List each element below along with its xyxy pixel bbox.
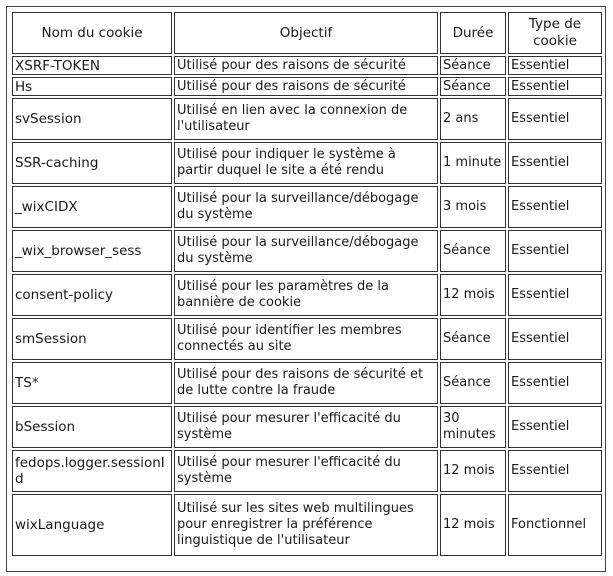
- table-row: [12, 186, 602, 228]
- header-cookie-name: Nom du cookie: [12, 12, 172, 54]
- table-row: [12, 98, 602, 140]
- cookie-type-cell: Essentiel: [508, 230, 602, 272]
- cookie-type-cell: Essentiel: [508, 142, 602, 184]
- cookie-type-cell: Essentiel: [508, 450, 602, 492]
- cookie-type-cell: Essentiel: [508, 318, 602, 360]
- cookie-type-cell: Fonctionnel: [508, 494, 602, 556]
- table-row: [12, 274, 602, 316]
- table-row: [12, 230, 602, 272]
- cookie-type-cell: Essentiel: [508, 77, 602, 96]
- cookie-name-cell: smSession: [12, 318, 172, 360]
- table-row: [12, 406, 602, 448]
- header-duration: Durée: [440, 12, 506, 54]
- cookie-name-cell: TS*: [12, 362, 172, 404]
- cookie-duration-cell: Séance: [440, 318, 506, 360]
- cookie-name-cell: SSR-caching: [12, 142, 172, 184]
- cookie-type-cell: Essentiel: [508, 362, 602, 404]
- table-header-row: [12, 12, 602, 54]
- cookie-name-cell: consent-policy: [12, 274, 172, 316]
- table-row: [12, 142, 602, 184]
- cookie-duration-cell: Séance: [440, 77, 506, 96]
- table-row: [12, 450, 602, 492]
- cookie-duration-cell: 2 ans: [440, 98, 506, 140]
- cookie-purpose-cell: Utilisé pour la surveillance/débogage du système: [174, 230, 438, 272]
- header-type: Type de cookie: [508, 12, 602, 54]
- cookie-purpose-cell: Utilisé pour des raisons de sécurité et de lutte contre la fraude: [174, 362, 438, 404]
- cookie-purpose-cell: Utilisé pour mesurer l'efficacité du système: [174, 450, 438, 492]
- cookie-purpose-cell: Utilisé pour mesurer l'efficacité du système: [174, 406, 438, 448]
- cookie-duration-cell: 1 minute: [440, 142, 506, 184]
- cookie-duration-cell: 3 mois: [440, 186, 506, 228]
- cookie-purpose-cell: Utilisé pour indiquer le système à partir duquel le site a été rendu: [174, 142, 438, 184]
- cookie-table-frame: [6, 6, 606, 572]
- cookie-name-cell: Hs: [12, 77, 172, 96]
- table-row: [12, 494, 602, 556]
- cookie-purpose-cell: Utilisé sur les sites web multilingues pour enregistrer la préférence linguistique de l'utilisateur: [174, 494, 438, 556]
- cookie-purpose-cell: Utilisé pour des raisons de sécurité: [174, 77, 438, 96]
- table-row: [12, 318, 602, 360]
- cookie-duration-cell: 30 minutes: [440, 406, 506, 448]
- cookie-name-cell: bSession: [12, 406, 172, 448]
- cookie-name-cell: _wix_browser_sess: [12, 230, 172, 272]
- header-purpose: Objectif: [174, 12, 438, 54]
- table-row: [12, 362, 602, 404]
- cookie-duration-cell: 12 mois: [440, 274, 506, 316]
- table-row: [12, 56, 602, 75]
- table-row: [12, 77, 602, 96]
- cookie-purpose-cell: Utilisé pour des raisons de sécurité: [174, 56, 438, 75]
- cookie-name-cell: XSRF-TOKEN: [12, 56, 172, 75]
- cookie-duration-cell: 12 mois: [440, 494, 506, 556]
- cookie-type-cell: Essentiel: [508, 98, 602, 140]
- cookie-type-cell: Essentiel: [508, 406, 602, 448]
- cookie-name-cell: wixLanguage: [12, 494, 172, 556]
- cookie-purpose-cell: Utilisé pour les paramètres de la bannière de cookie: [174, 274, 438, 316]
- cookie-purpose-cell: Utilisé pour identifier les membres connectés au site: [174, 318, 438, 360]
- cookie-duration-cell: 12 mois: [440, 450, 506, 492]
- cookie-purpose-cell: Utilisé pour la surveillance/débogage du système: [174, 186, 438, 228]
- cookie-duration-cell: Séance: [440, 230, 506, 272]
- cookie-table: [10, 10, 604, 558]
- cookie-purpose-cell: Utilisé en lien avec la connexion de l'utilisateur: [174, 98, 438, 140]
- cookie-duration-cell: Séance: [440, 362, 506, 404]
- cookie-name-cell: _wixCIDX: [12, 186, 172, 228]
- cookie-type-cell: Essentiel: [508, 274, 602, 316]
- cookie-name-cell: fedops.logger.sessionId: [12, 450, 172, 492]
- cookie-name-cell: svSession: [12, 98, 172, 140]
- cookie-type-cell: Essentiel: [508, 186, 602, 228]
- cookie-duration-cell: Séance: [440, 56, 506, 75]
- cookie-type-cell: Essentiel: [508, 56, 602, 75]
